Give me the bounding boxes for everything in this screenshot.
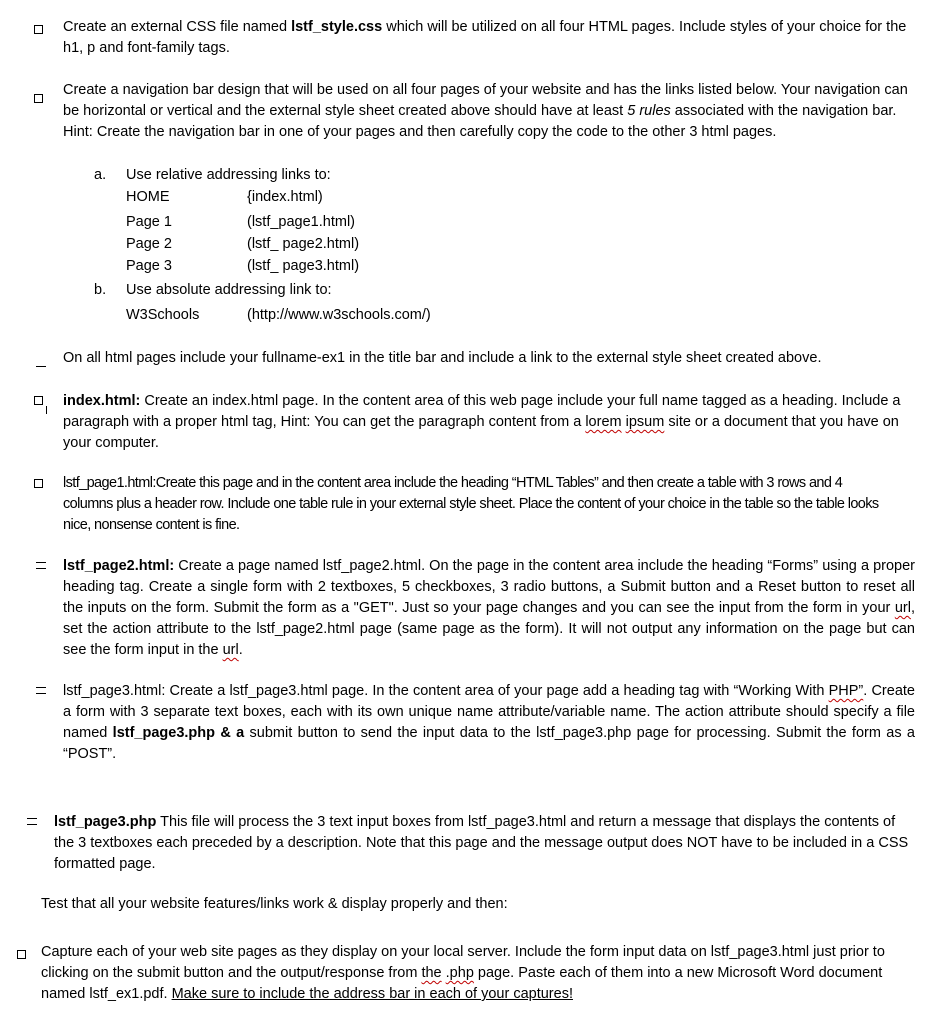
marker-page3-b (36, 693, 46, 694)
marker-index-stem (46, 406, 47, 414)
marker-page2-b (36, 568, 46, 569)
link-name-page2: Page 2 (126, 236, 172, 252)
item-nav-bar (63, 80, 913, 143)
link-href-page3: (lstf_ page3.html) (247, 258, 360, 274)
link-name-home: HOME (126, 189, 170, 205)
link-name-page1: Page 1 (126, 214, 172, 230)
link-href-page2: (lstf_ page2.html) (247, 236, 360, 252)
link-name-page3: Page 3 (126, 258, 172, 274)
test-line: Test that all your website features/links work & display properly and then: (41, 896, 508, 912)
abs-link-href: (http://www.w3schools.com/) (247, 307, 431, 323)
link-href-home: {index.html) (247, 189, 323, 205)
index-page-text-1: Create an index.html page. In the content area of this web page include your full name tagged as a heading. Include a paragraph with a proper html tag, Hint: You can get the paragraph content from a (63, 393, 901, 430)
sub-a-letter: a. (94, 167, 107, 183)
page2-text-3: . (238, 642, 243, 658)
sub-b-text: Use absolute addressing link to: (126, 282, 332, 298)
php-file-text: This file will process the 3 text input boxes from lstf_page3.html and return a message that displays the contents of the 3 textboxes each preceded by a description. Note that this page and the message output does NOT have to be included in a CSS formatted page. (54, 814, 909, 872)
abs-link-name: W3Schools (126, 307, 200, 323)
marker-php-a (27, 818, 37, 819)
index-page-text-2: site or a document that you have on your computer. (63, 414, 899, 451)
sub-a-text: Use relative addressing links to: (126, 167, 331, 183)
checkbox-css-file[interactable] (34, 25, 43, 34)
item-css-file (63, 17, 923, 59)
item-page3 (63, 681, 915, 765)
page2-url-2: url (222, 642, 239, 658)
index-page-ipsum: ipsum (625, 414, 665, 430)
index-page-bold: index.html: (63, 393, 141, 409)
page3-text-1: lstf_page3.html: Create a lstf_page3.html page. In the content area of your page add a heading tag with “Working With (63, 683, 829, 699)
marker-page2-a (36, 562, 46, 563)
page3-text-3: submit button to send the input data to the lstf_page3.php page for processing. Submit the form as a “POST”. (63, 725, 915, 762)
capture-underlined: Make sure to include the address bar in each of your captures! (171, 986, 573, 1002)
page2-text-2: , set the action attribute to the lstf_page2.html page (same page as the form). It will not output any information on the page but can see the form input in the (63, 600, 915, 658)
sub-b-letter: b. (94, 282, 107, 298)
index-page-lorem: lorem (585, 414, 622, 430)
css-file-text-2: which will be utilized on all four HTML pages. Include styles of your choice for the h1, p and font-family tags. (63, 19, 907, 56)
page2-url-1: url (894, 600, 911, 616)
capture-php: .php (445, 965, 474, 981)
page3-text-2: . Create a form with 3 separate text boxes, each with its own unique name attribute/variable name. The action attribute should specify a file named (63, 683, 915, 741)
checkbox-index-page[interactable] (34, 396, 43, 405)
page2-text-1: Create a page named lstf_page2.html. On the page in the content area include the heading “Forms” using a proper heading tag. Create a single form with 2 textboxes, 5 checkboxes, 3 radio buttons, a Submit button and a Reset button to reset all the inputs on the form. Submit the form as a "GET". Just so your page changes and you can see the input from the form in your (63, 558, 915, 616)
page3-php: PHP” (828, 683, 864, 699)
marker-php-b (27, 824, 37, 825)
php-file-bold: lstf_page3.php (54, 814, 157, 830)
item-page2 (63, 556, 915, 661)
item-index-page (63, 391, 918, 454)
nav-bar-text-2: associated with the navigation bar. Hint: Create the navigation bar in one of your pages and then carefully copy the code to the other 3 html pages. (63, 103, 897, 140)
marker-title-bar (36, 366, 46, 367)
nav-bar-text-1: Create a navigation bar design that will be used on all four pages of your website and has the links listed below. Your navigation can be horizontal or vertical and the external style sheet created above should have at least (63, 82, 908, 119)
item-capture (41, 942, 921, 1005)
item-title-bar: On all html pages include your fullname-ex1 in the title bar and include a link to the external style sheet created above. (63, 350, 822, 366)
checkbox-capture[interactable] (17, 950, 26, 959)
checkbox-page1[interactable] (34, 479, 43, 488)
item-page1: lstf_page1.html:Create this page and in the content area include the heading “HTML Tables” and then create a table with 3 rows and 4 columns plus a header row. Include one table rule in your external style sheet. Place the content of your choice in the table so the table looks nice, nonsense content is fine. (63, 475, 879, 533)
capture-text-1: Capture each of your web site pages as they display on your local server. Include the form input data on lstf_page3.html just prior to clicking on the submit button and the output/response from (41, 944, 885, 981)
item-php-file (54, 812, 914, 875)
capture-text-2: page. Paste each of them into a new Microsoft Word document named lstf_ex1.pdf. (41, 965, 883, 1002)
css-file-text-1: Create an external CSS file named (63, 19, 292, 35)
link-href-page1: (lstf_page1.html) (247, 214, 355, 230)
capture-the: the (421, 965, 442, 981)
css-file-name: lstf_style.css (291, 19, 383, 35)
marker-page3-a (36, 687, 46, 688)
page3-bold: lstf_page3.php & a (112, 725, 245, 741)
nav-bar-rules: 5 rules (627, 103, 671, 119)
checkbox-nav-bar[interactable] (34, 94, 43, 103)
page2-bold: lstf_page2.html: (63, 558, 175, 574)
